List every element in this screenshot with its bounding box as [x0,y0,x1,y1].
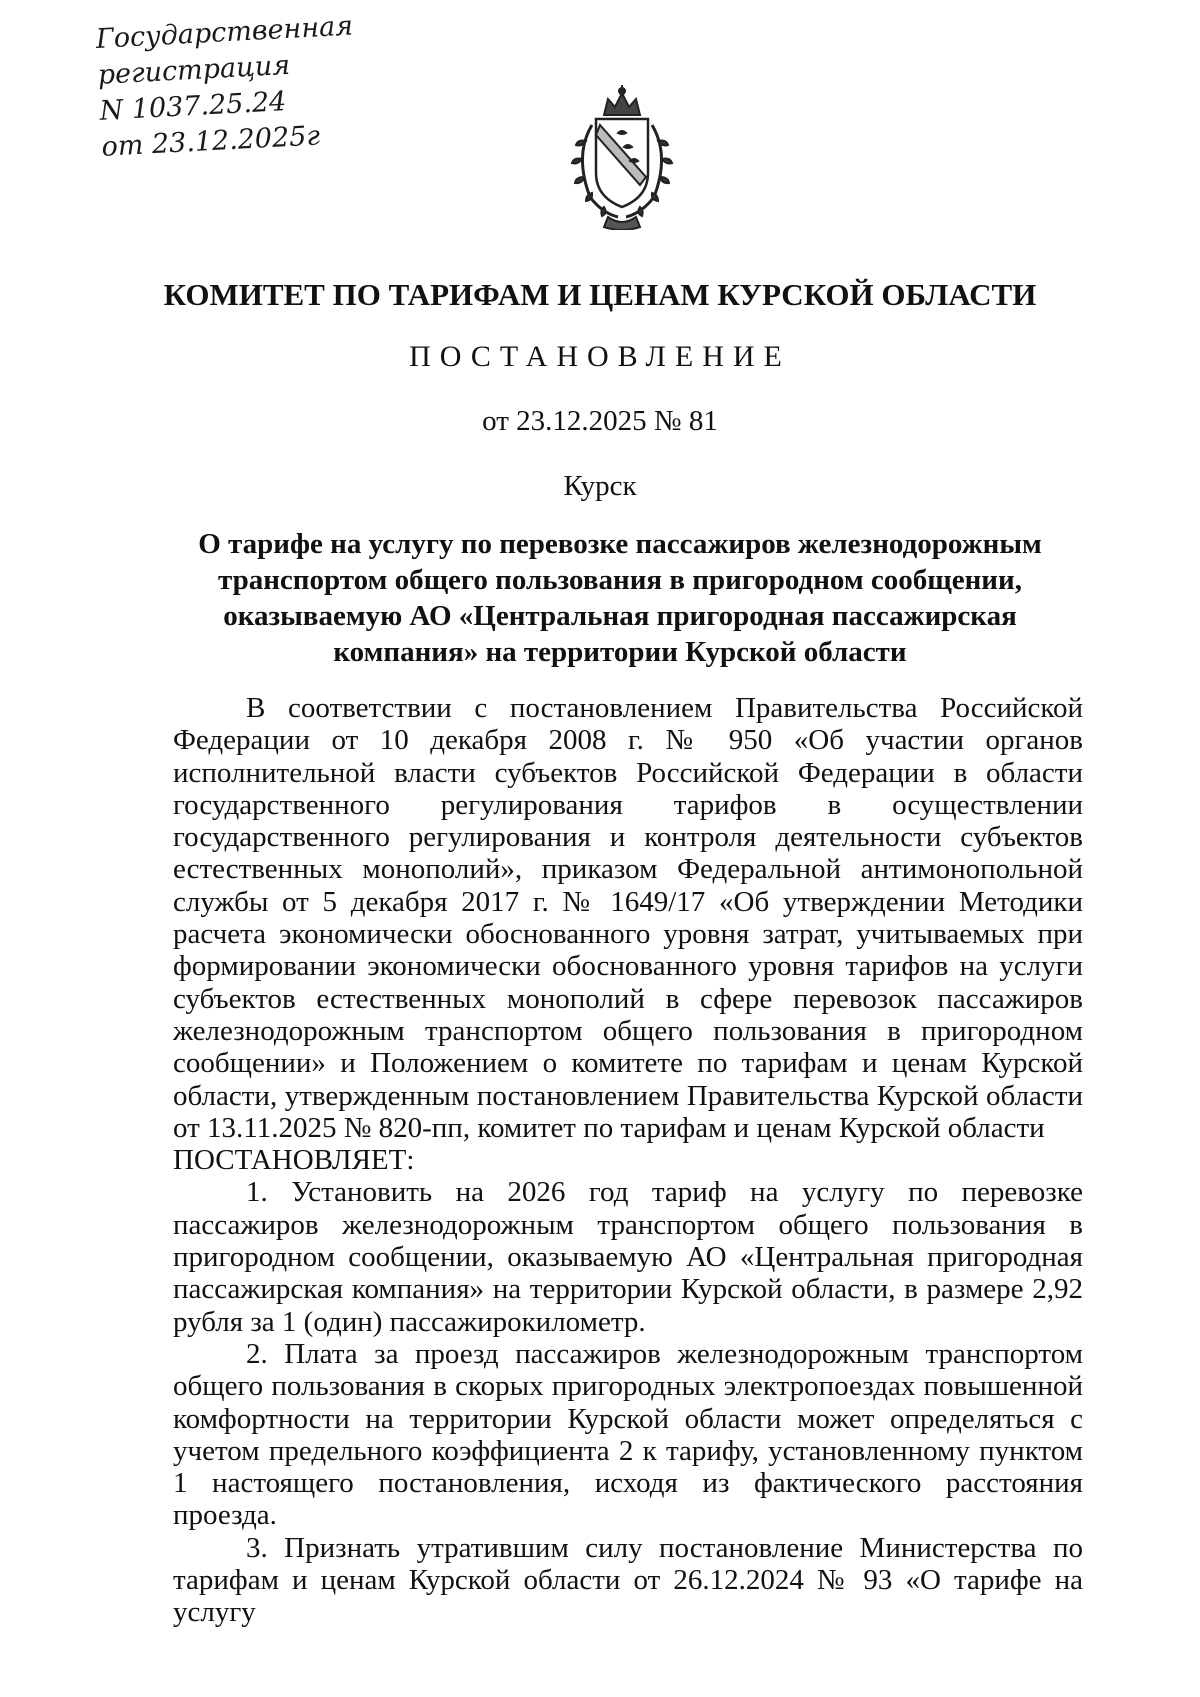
document-city: Курск [563,470,637,502]
handnote-line-4: от 23.12.2025г [100,120,321,163]
document-subject [170,526,1070,670]
subject-line-1: О тарифе на услугу по перевозке пассажиров железнодорожным [198,528,1042,560]
item-2-paragraph: 2. Плата за проезд пассажиров железнодорожным транспортом общего пользования в скорых пригородных электропоездах повышенной комфортности на территории Курской области может определяться с учетом предельного коэффициента 2 к тарифу, установленному пунктом 1 настоящего постановления, исходя из фактического расстояния проезда. [173,1337,1083,1532]
preamble-paragraph: В соответствии с постановлением Правительства Российской Федерации от 10 декабря 2008 г. № 950 «Об участии органов исполнительной власти субъектов Российской Федерации в области государственного регулирования тарифов в осуществлении государственного регулирования и контроля деятельности субъектов естественных монополий», приказом Федеральной антимонопольной службы от 5 декабря 2017 г. № 1649/17 «Об утверждении Методики расчета экономически обоснованного уровня затрат, учитываемых при формировании экономически обоснованного уровня тарифов на услуги субъектов естественных монополий в сфере перевозок пассажиров железнодорожным транспортом общего пользования в пригородном сообщении» и Положением о комитете по тарифам и ценам Курской области, утвержденным постановлением Правительства Курской области от 13.11.2025 № 820-пп, комитет по тарифам и ценам Курской области [173,692,1083,1144]
item-3-paragraph: 3. Признать утратившим силу постановление Министерства по тарифам и ценам Курской области от 26.12.2024 № 93 «О тарифе на услугу [173,1531,1083,1629]
subject-line-3: оказываемую АО «Центральная пригородная пассажирская [223,600,1017,632]
item-1-paragraph: 1. Установить на 2026 год тариф на услугу по перевозке пассажиров железнодорожным транспортом общего пользования в пригородном сообщении, оказываемую АО «Центральная пригородная пассажирская компания» на территории Курской области, в размере 2,92 рубля за 1 (один) пассажирокилометр. [173,1176,1083,1338]
document-body [173,692,1083,1629]
resolves-keyword: ПОСТАНОВЛЯЕТ: [173,1144,415,1177]
handnote-line-1: Государственная [95,10,354,55]
registration-handwritten-note [95,8,362,165]
handnote-line-3: N 1037.25.24 [98,86,288,127]
kursk-coat-of-arms-icon [560,85,685,230]
subject-line-4: компания» на территории Курской области [333,636,907,668]
document-type: ПОСТАНОВЛЕНИЕ [409,340,791,373]
subject-line-2: транспортом общего пользования в пригородном сообщении, [218,564,1022,596]
document-date-number: от 23.12.2025 № 81 [482,405,718,437]
organization-title: КОМИТЕТ ПО ТАРИФАМ И ЦЕНАМ КУРСКОЙ ОБЛАСТИ [163,277,1037,312]
handnote-line-2: регистрация [96,49,291,91]
